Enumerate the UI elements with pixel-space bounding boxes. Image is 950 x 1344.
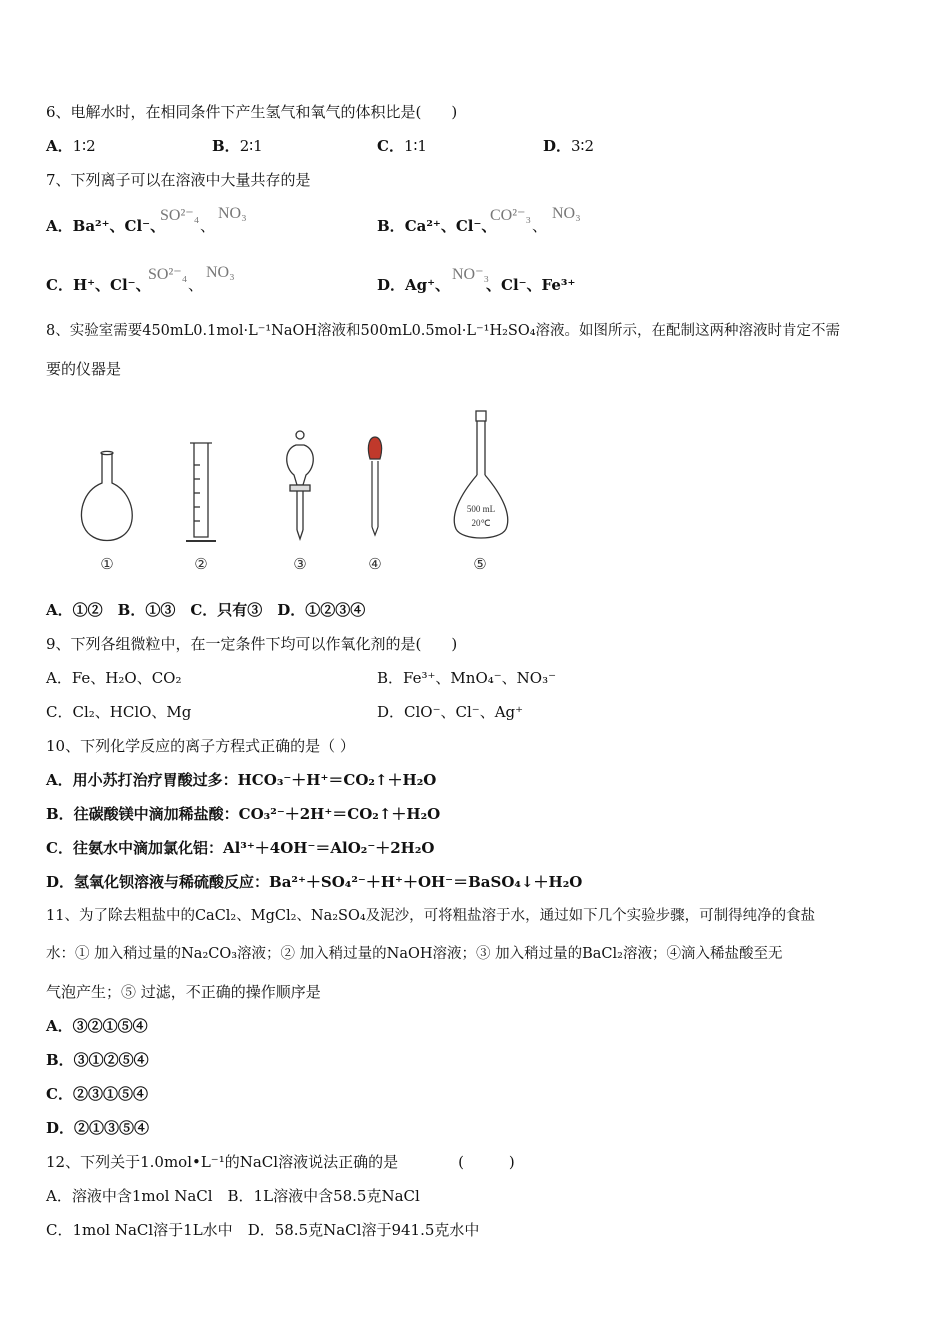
q7-a-ion2: NO₃ xyxy=(218,205,247,222)
q9-option-c: C．Cl₂、HClO、Mg xyxy=(46,703,192,721)
q6-option-c: C．1∶1 xyxy=(377,137,427,155)
q9-option-d: D．ClO⁻、Cl⁻、Ag⁺ xyxy=(377,703,524,721)
q12-options-ab: A．溶液中含1mol NaCl B．1L溶液中含58.5克NaCl xyxy=(46,1187,420,1205)
q7-option-b: B．Ca²⁺、Cl⁻、 xyxy=(377,217,497,235)
q7-option-a: A．Ba²⁺、Cl⁻、 xyxy=(46,217,166,235)
lab-apparatus-figure xyxy=(70,405,530,585)
figure-label-1: ① xyxy=(100,555,114,573)
q7-option-d: D．Ag⁺、 xyxy=(377,276,451,294)
q6-option-a: A．1∶2 xyxy=(46,137,96,155)
q7-a-sep: 、 xyxy=(200,217,216,235)
q7-option-c: C．H⁺、Cl⁻、 xyxy=(46,276,151,294)
q7-d-tail: 、Cl⁻、Fe³⁺ xyxy=(486,276,576,294)
q10-option-a: A．用小苏打治疗胃酸过多：HCO₃⁻＋H⁺＝CO₂↑＋H₂O xyxy=(46,771,437,789)
round-bottom-flask-icon xyxy=(81,451,132,540)
q8-options: A．①② B．①③ C．只有③ D．①②③④ xyxy=(46,601,366,619)
graduated-cylinder-icon xyxy=(186,443,216,541)
q8-stem-line2: 要的仪器是 xyxy=(46,360,122,378)
q12-options-cd: C．1mol NaCl溶于1L水中 D．58.5克NaCl溶于941.5克水中 xyxy=(46,1221,480,1239)
q10-option-c: C．往氨水中滴加氯化铝：Al³⁺＋4OH⁻＝AlO₂⁻＋2H₂O xyxy=(46,839,435,857)
q10-stem: 10、下列化学反应的离子方程式正确的是（ ） xyxy=(46,737,355,755)
q12-stem: 12、下列关于1.0mol•L⁻¹的NaCl溶液说法正确的是 ( ) xyxy=(46,1153,515,1171)
q11-option-c: C．②③①⑤④ xyxy=(46,1085,148,1103)
dropper-icon xyxy=(368,437,381,535)
q11-line1: 11、为了除去粗盐中的CaCl₂、MgCl₂、Na₂SO₄及泥沙，可将粗盐溶于水，通过如下几个实验步骤，可制得纯净的食盐 xyxy=(46,908,816,924)
q7-c-sep: 、 xyxy=(188,276,204,294)
q9-stem: 9、下列各组微粒中，在一定条件下均可以作氧化剂的是( ) xyxy=(46,635,458,653)
volumetric-flask-icon xyxy=(454,411,508,538)
separatory-funnel-icon xyxy=(287,431,314,539)
q6-stem: 6、电解水时，在相同条件下产生氢气和氧气的体积比是( ) xyxy=(46,103,458,121)
q7-stem: 7、下列离子可以在溶液中大量共存的是 xyxy=(46,171,311,189)
q11-line3: 气泡产生；⑤ 过滤，不正确的操作顺序是 xyxy=(46,983,321,1001)
q7-c-ion2: NO₃ xyxy=(206,264,235,281)
figure-label-4: ④ xyxy=(368,555,382,573)
q11-option-b: B．③①②⑤④ xyxy=(46,1051,149,1069)
q7-b-ion1: CO²⁻₃ xyxy=(490,207,532,224)
figure-label-3: ③ xyxy=(293,555,307,573)
figure-label-5: ⑤ xyxy=(473,555,487,573)
q9-option-a: A．Fe、H₂O、CO₂ xyxy=(46,669,182,687)
q7-d-ion1: NO⁻₃ xyxy=(452,266,490,283)
q7-a-ion1: SO²⁻₄ xyxy=(160,207,200,224)
q10-option-d: D．氢氧化钡溶液与稀硫酸反应：Ba²⁺＋SO₄²⁻＋H⁺＋OH⁻＝BaSO₄↓＋H₂O xyxy=(46,873,583,891)
q11-option-d: D．②①③⑤④ xyxy=(46,1119,150,1137)
q7-c-ion1: SO²⁻₄ xyxy=(148,266,188,283)
figure-label-2: ② xyxy=(194,555,208,573)
q11-option-a: A．③②①⑤④ xyxy=(46,1017,148,1035)
svg-text:20℃: 20℃ xyxy=(471,518,491,528)
q10-option-b: B．往碳酸镁中滴加稀盐酸：CO₃²⁻＋2H⁺＝CO₂↑＋H₂O xyxy=(46,805,441,823)
q7-b-ion2: NO₃ xyxy=(552,205,581,222)
q8-stem-line1: 8、实验室需要450mL0.1mol·L⁻¹NaOH溶液和500mL0.5mol·L⁻¹H₂SO₄溶液。如图所示，在配制这两种溶液时肯定不需 xyxy=(46,323,841,339)
q7-b-sep: 、 xyxy=(532,217,548,235)
q6-option-b: B．2∶1 xyxy=(212,137,263,155)
q11-line2: 水：① 加入稍过量的Na₂CO₃溶液；② 加入稍过量的NaOH溶液；③ 加入稍过量的BaCl₂溶液；④滴入稀盐酸至无 xyxy=(46,946,783,962)
svg-text:500 mL: 500 mL xyxy=(466,504,496,514)
q9-option-b: B．Fe³⁺、MnO₄⁻、NO₃⁻ xyxy=(377,669,557,687)
q6-option-d: D．3∶2 xyxy=(543,137,595,155)
